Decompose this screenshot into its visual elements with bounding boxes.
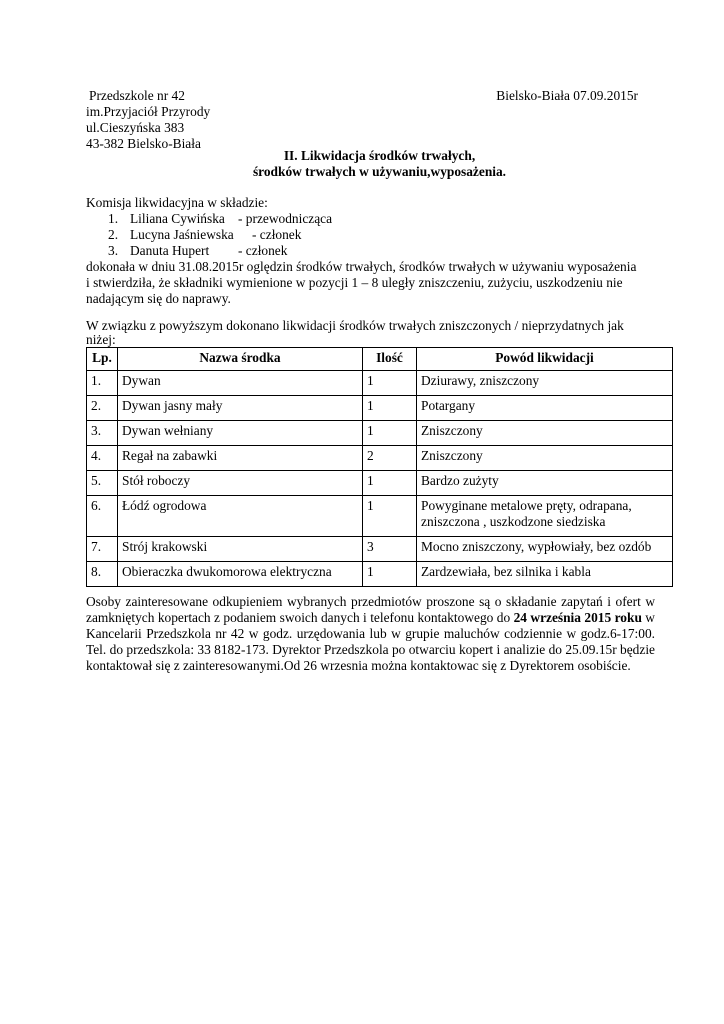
- closing-text-end: w Kancelarii Przedszkola nr 42 w godz. urzędowania lub w grupie maluchów codziennie w godz.6-17:00. Tel. do przedszkola: 33 8182-173. Dyrektor Przedszkola po otwarciu kopert i analizie do 25.09.15r będzie kontaktował się z zainteresowanymi.Od 26 wrzesnia można kontaktowac się z Dyrektorem osobiście.: [86, 610, 655, 673]
- header-lp: Lp.: [87, 348, 118, 371]
- table-row: [87, 562, 673, 587]
- org-patron: im.Przyjaciół Przyrody: [86, 104, 211, 119]
- member-role: - członek: [252, 227, 302, 242]
- commission-text-line: dokonała w dniu 31.08.2015r oględzin środków trwałych, środków trwałych w używaniu wyposażenia: [86, 259, 637, 274]
- cell-item-name: Regał na zabawki: [118, 446, 363, 471]
- cell-reason: Mocno zniszczony, wypłowiały, bez ozdób: [417, 537, 673, 562]
- commission-intro: Komisja likwidacyjna w składzie:: [86, 195, 268, 210]
- member-number: 2.: [108, 227, 119, 242]
- member-number: 1.: [108, 211, 119, 226]
- table-row: [87, 371, 673, 396]
- cell-item-name: Dywan wełniany: [118, 421, 363, 446]
- table-row: [87, 396, 673, 421]
- closing-text-start: Osoby zainteresowane odkupieniem wybranych przedmiotów proszone są o składanie zapytań i ofert w zamkniętych kopertach z podaniem swoich danych i telefonu kontaktowego do: [86, 594, 655, 625]
- doc-title-line1: II. Likwidacja środków trwałych,: [283, 148, 476, 163]
- cell-item-name: Łódź ogrodowa: [118, 496, 363, 537]
- commission-text-line: nadającym się do naprawy.: [86, 291, 231, 306]
- cell-quantity: 1: [363, 371, 417, 396]
- table-intro-end: niżej:: [86, 332, 116, 347]
- commission-text-line: i stwierdziła, że składniki wymienione w pozycji 1 – 8 uległy zniszczeniu, zużyciu, uszkodzeniu nie: [86, 275, 623, 290]
- doc-title-line2: środków trwałych w używaniu,wyposażenia.: [252, 164, 507, 179]
- org-street: ul.Cieszyńska 383: [86, 120, 185, 135]
- closing-deadline: 24 września 2015 roku: [513, 610, 642, 625]
- table-row: [87, 421, 673, 446]
- org-city: 43-382 Bielsko-Biała: [86, 136, 201, 151]
- cell-reason: Zniszczony: [417, 421, 673, 446]
- cell-lp: 1.: [87, 371, 118, 396]
- cell-lp: 8.: [87, 562, 118, 587]
- cell-reason: Dziurawy, zniszczony: [417, 371, 673, 396]
- table-intro: W związku z powyższym dokonano likwidacji środków trwałych zniszczonych / nieprzydatnych jak: [86, 318, 624, 333]
- cell-quantity: 2: [363, 446, 417, 471]
- cell-lp: 6.: [87, 496, 118, 537]
- cell-item-name: Obieraczka dwukomorowa elektryczna: [118, 562, 363, 587]
- header-quantity: Ilość: [363, 348, 417, 371]
- cell-quantity: 1: [363, 562, 417, 587]
- cell-reason: Zardzewiała, bez silnika i kabla: [417, 562, 673, 587]
- member-name: Danuta Hupert: [130, 243, 210, 258]
- cell-item-name: Strój krakowski: [118, 537, 363, 562]
- cell-quantity: 1: [363, 471, 417, 496]
- member-name: Liliana Cywińska: [130, 211, 225, 226]
- cell-lp: 2.: [87, 396, 118, 421]
- cell-item-name: Dywan jasny mały: [118, 396, 363, 421]
- cell-lp: 5.: [87, 471, 118, 496]
- member-name: Lucyna Jaśniewska: [130, 227, 234, 242]
- table-row: [87, 537, 673, 562]
- cell-quantity: 1: [363, 396, 417, 421]
- table-row: [87, 496, 673, 537]
- cell-item-name: Dywan: [118, 371, 363, 396]
- cell-lp: 3.: [87, 421, 118, 446]
- org-name: Przedszkole nr 42: [89, 88, 185, 103]
- cell-lp: 4.: [87, 446, 118, 471]
- place-date: Bielsko-Biała 07.09.2015r: [496, 88, 638, 103]
- member-number: 3.: [108, 243, 119, 258]
- cell-quantity: 1: [363, 421, 417, 446]
- cell-lp: 7.: [87, 537, 118, 562]
- cell-quantity: 3: [363, 537, 417, 562]
- member-role: - członek: [238, 243, 288, 258]
- member-role: - przewodnicząca: [238, 211, 333, 226]
- cell-item-name: Stół roboczy: [118, 471, 363, 496]
- liquidation-table: [86, 347, 673, 587]
- table-header-row: [87, 348, 673, 371]
- cell-reason: Zniszczony: [417, 446, 673, 471]
- cell-reason: Powyginane metalowe pręty, odrapana, zniszczona , uszkodzone siedziska: [417, 496, 673, 537]
- table-row: [87, 471, 673, 496]
- cell-reason: Potargany: [417, 396, 673, 421]
- cell-reason: Bardzo zużyty: [417, 471, 673, 496]
- header-item-name: Nazwa środka: [118, 348, 363, 371]
- header-reason: Powód likwidacji: [417, 348, 673, 371]
- table-row: [87, 446, 673, 471]
- closing-paragraph: [86, 594, 655, 674]
- cell-quantity: 1: [363, 496, 417, 537]
